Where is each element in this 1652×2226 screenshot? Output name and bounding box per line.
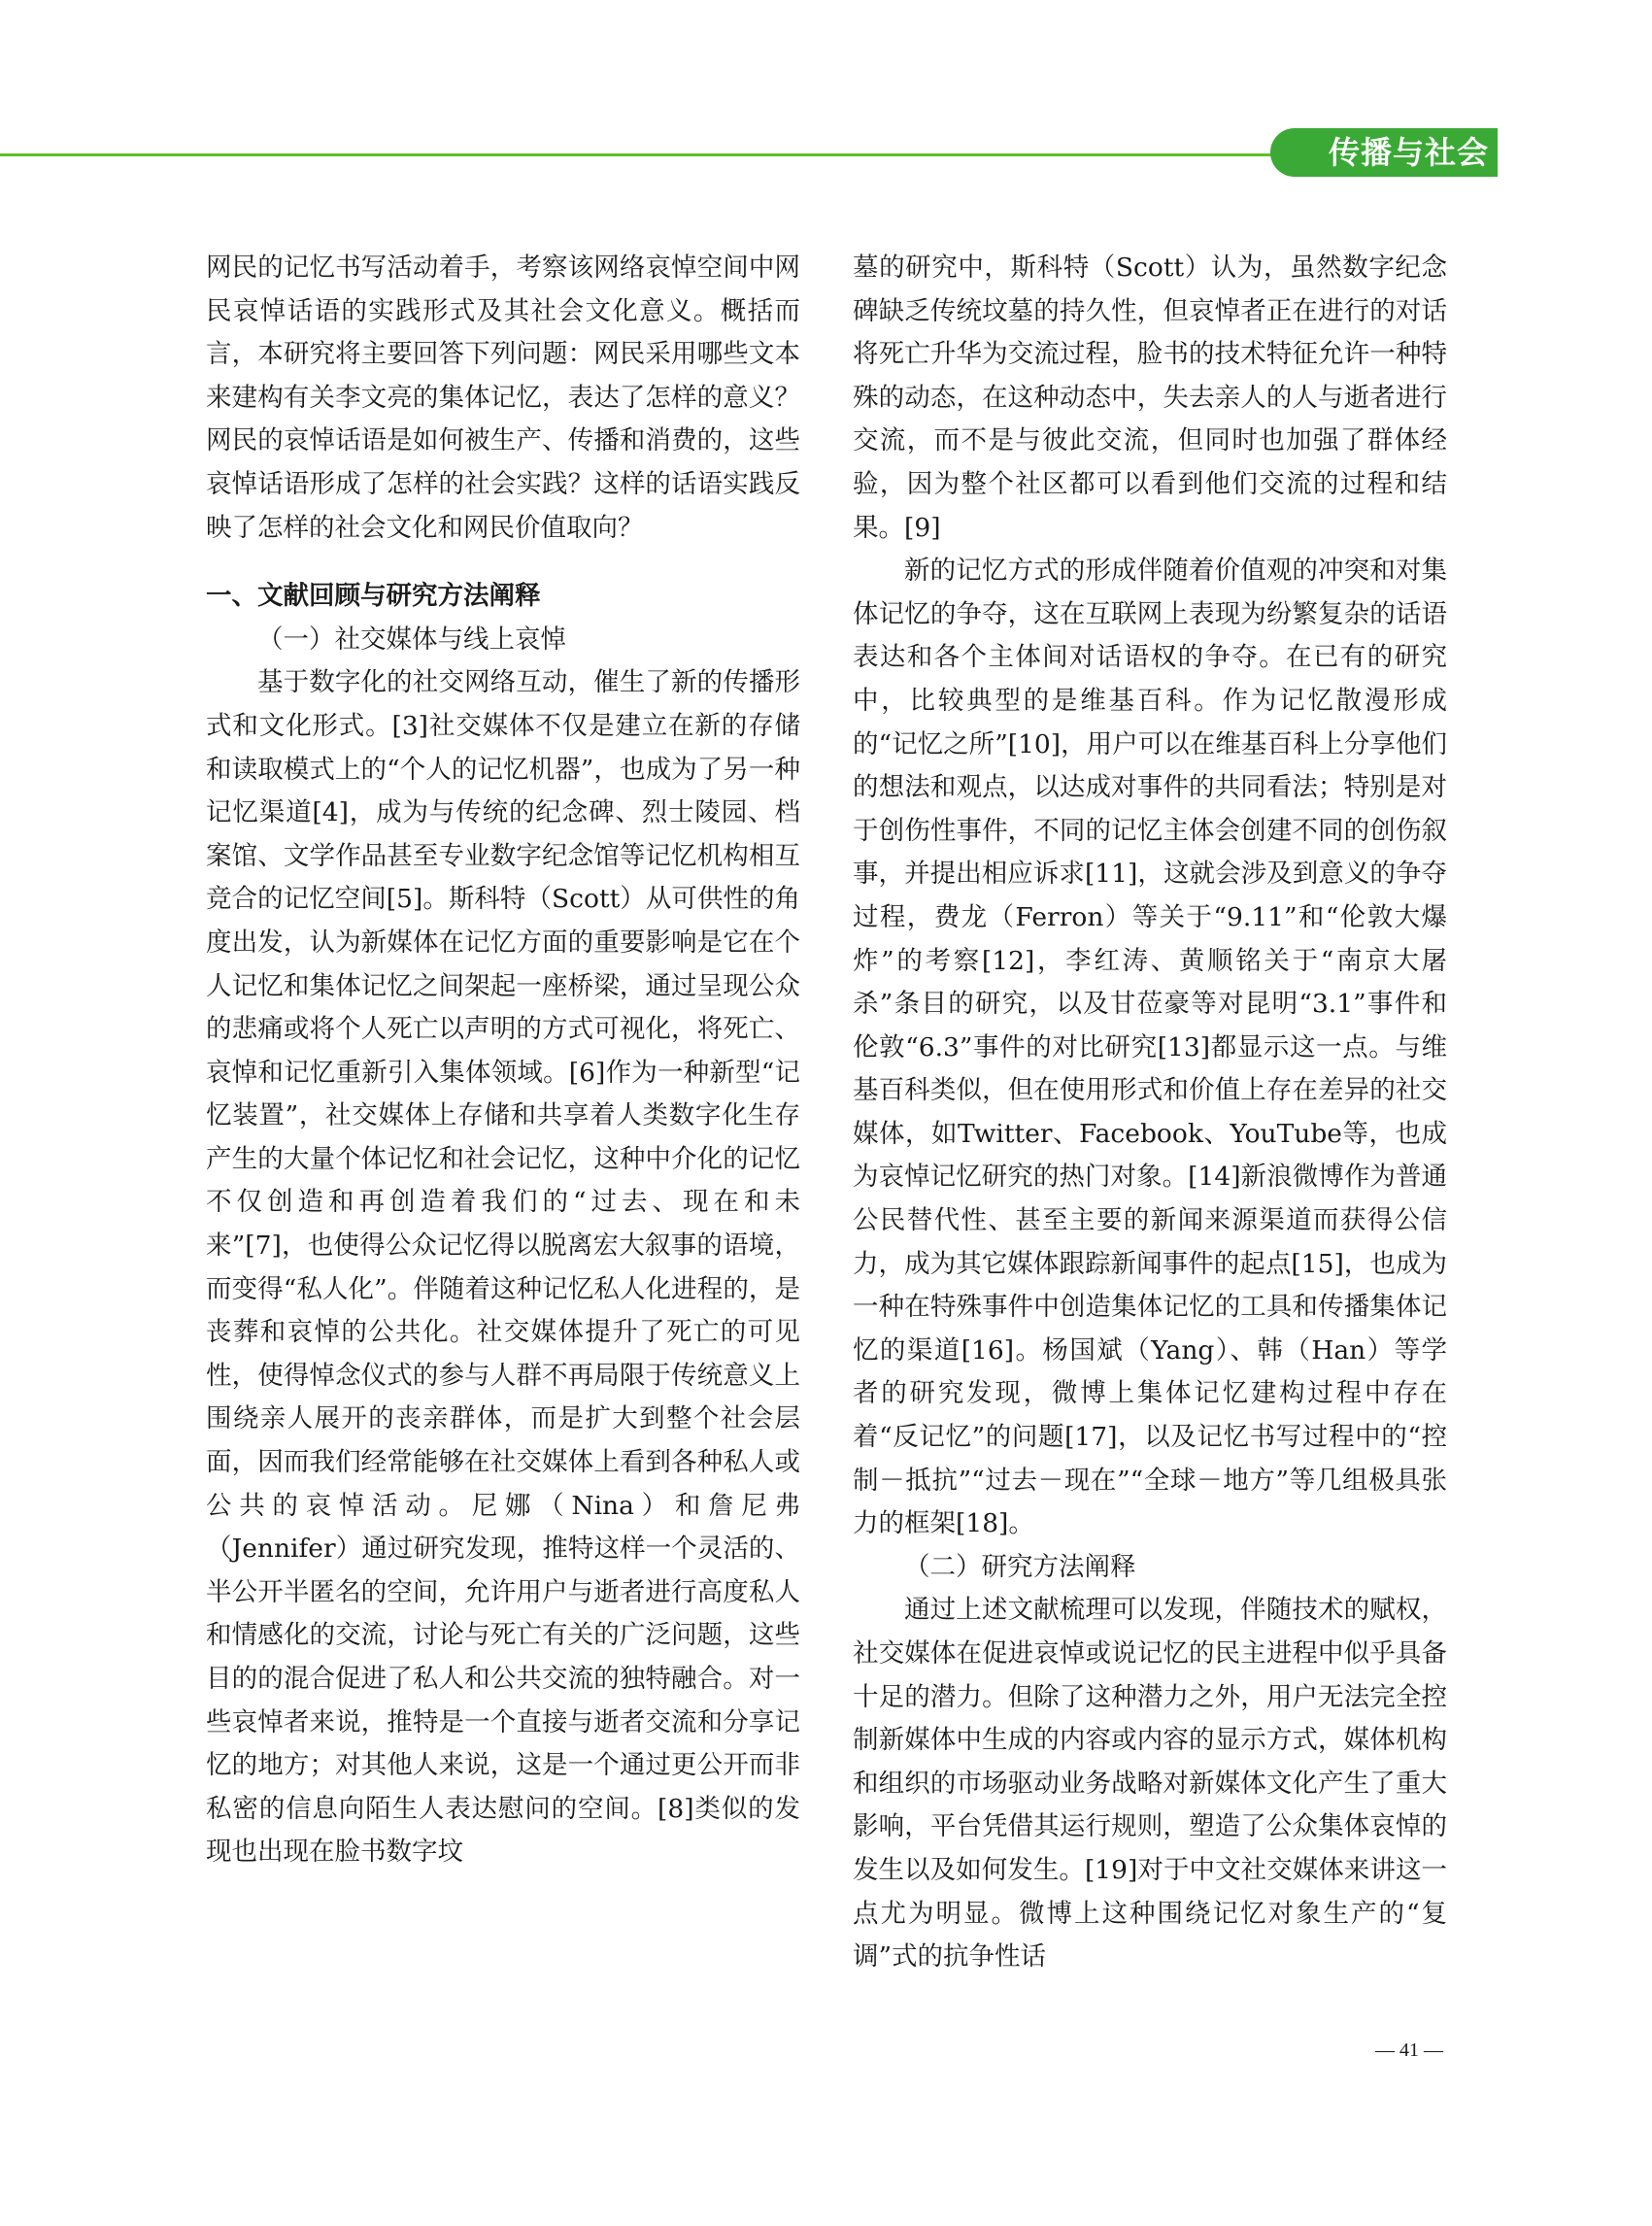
section-label: 传播与社会	[1329, 134, 1490, 171]
subheading: （一）社交媒体与线上哀悼	[257, 624, 566, 655]
right-column	[853, 247, 1447, 1979]
paragraph: 通过上述文献梳理可以发现，伴随技术的赋权，社交媒体在促进哀悼或说记忆的民主进程中似乎具备十足的潜力。但除了这种潜力之外，用户无法完全控制新媒体中生成的内容或内容的显示方式，媒体机构和组织的市场驱动业务战略对新媒体文化产生了重大影响，平台凭借其运行规则，塑造了公众集体哀悼的发生以及如何发生。[19]对于中文社交媒体来讲这一点尤为明显。微博上这种围绕记忆对象生产的“复调”式的抗争性话	[853, 1595, 1447, 1973]
paragraph: 新的记忆方式的形成伴随着价值观的冲突和对集体记忆的争夺，这在互联网上表现为纷繁复杂的话语表达和各个主体间对话语权的争夺。在已有的研究中，比较典型的是维基百科。作为记忆散漫形成的“记忆之所”[10]，用户可以在维基百科上分享他们的想法和观点，以达成对事件的共同看法；特别是对于创伤性事件，不同的记忆主体会创建不同的创伤叙事，并提出相应诉求[11]，这就会涉及到意义的争夺过程，费龙（Ferron）等关于“9.11”和“伦敦大爆炸”的考察[12]，李红涛、黄顺铭关于“南京大屠杀”条目的研究，以及甘莅豪等对昆明“3.1”事件和伦敦“6.3”事件的对比研究[13]都显示这一点。与维基百科类似，但在使用形式和价值上存在差异的社交媒体，如Twitter、Facebook、YouTube等，也成为哀悼记忆研究的热门对象。[14]新浪微博作为普通公民替代性、甚至主要的新闻来源渠道而获得公信力，成为其它媒体跟踪新闻事件的起点[15]，也成为一种在特殊事件中创造集体记忆的工具和传播集体记忆的渠道[16]。杨国斌（Yang）、韩（Han）等学者的研究发现，微博上集体记忆建构过程中存在着“反记忆”的问题[17]，以及记忆书写过程中的“控制－抵抗”“过去－现在”“全球－地方”等几组极具张力的框架[18]。	[853, 556, 1447, 1539]
paragraph: 基于数字化的社交网络互动，催生了新的传播形式和文化形式。[3]社交媒体不仅是建立在新的存储和读取模式上的“个人的记忆机器”，也成为了另一种记忆渠道[4]，成为与传统的纪念碑、烈士陵园、档案馆、文学作品甚至专业数字纪念馆等记忆机构相互竞合的记忆空间[5]。斯科特（Scott）从可供性的角度出发，认为新媒体在记忆方面的重要影响是它在个人记忆和集体记忆之间架起一座桥梁，通过呈现公众的悲痛或将个人死亡以声明的方式可视化，将死亡、哀悼和记忆重新引入集体领域。[6]作为一种新型“记忆装置”，社交媒体上存储和共享着人类数字化生存产生的大量个体记忆和社会记忆，这种中介化的记忆不仅创造和再创造着我们的“过去、现在和未来”[7]，也使得公众记忆得以脱离宏大叙事的语境，而变得“私人化”。伴随着这种记忆私人化进程的，是丧葬和哀悼的公共化。社交媒体提升了死亡的可见性，使得悼念仪式的参与人群不再局限于传统意义上围绕亲人展开的丧亲群体，而是扩大到整个社会层面，因而我们经常能够在社交媒体上看到各种私人或公共的哀悼活动。尼娜（Nina）和詹尼弗（Jennifer）通过研究发现，推特这样一个灵活的、半公开半匿名的空间，允许用户与逝者进行高度私人和情感化的交流，讨论与死亡有关的广泛问题，这些目的的混合促进了私人和公共交流的独特融合。对一些哀悼者来说，推特是一个直接与逝者交流和分享记忆的地方；对其他人来说，这是一个通过更公开而非私密的信息向陌生人表达慰问的空间。[8]类似的发现也出现在脸书数字坟	[206, 667, 800, 1868]
paragraph: 墓的研究中，斯科特（Scott）认为，虽然数字纪念碑缺乏传统坟墓的持久性，但哀悼者正在进行的对话将死亡升华为交流过程，脸书的技术特征允许一种特殊的动态，在这种动态中，失去亲人的人与逝者进行交流，而不是与彼此交流，但同时也加强了群体经验，因为整个社区都可以看到他们交流的过程和结果。[9]	[853, 253, 1447, 543]
left-column	[206, 247, 800, 1874]
subheading: （二）研究方法阐释	[904, 1551, 1136, 1582]
page-number: — 41 —	[1375, 2040, 1443, 2061]
paragraph: 网民的记忆书写活动着手，考察该网络哀悼空间中网民哀悼话语的实践形式及其社会文化意义。概括而言，本研究将主要回答下列问题：网民采用哪些文本来建构有关李文亮的集体记忆，表达了怎样的意义？网民的哀悼话语是如何被生产、传播和消费的，这些哀悼话语形成了怎样的社会实践？这样的话语实践反映了怎样的社会文化和网民价值取向？	[206, 253, 800, 543]
header-rule	[0, 153, 1301, 156]
section-heading: 一、文献回顾与研究方法阐释	[206, 581, 541, 612]
